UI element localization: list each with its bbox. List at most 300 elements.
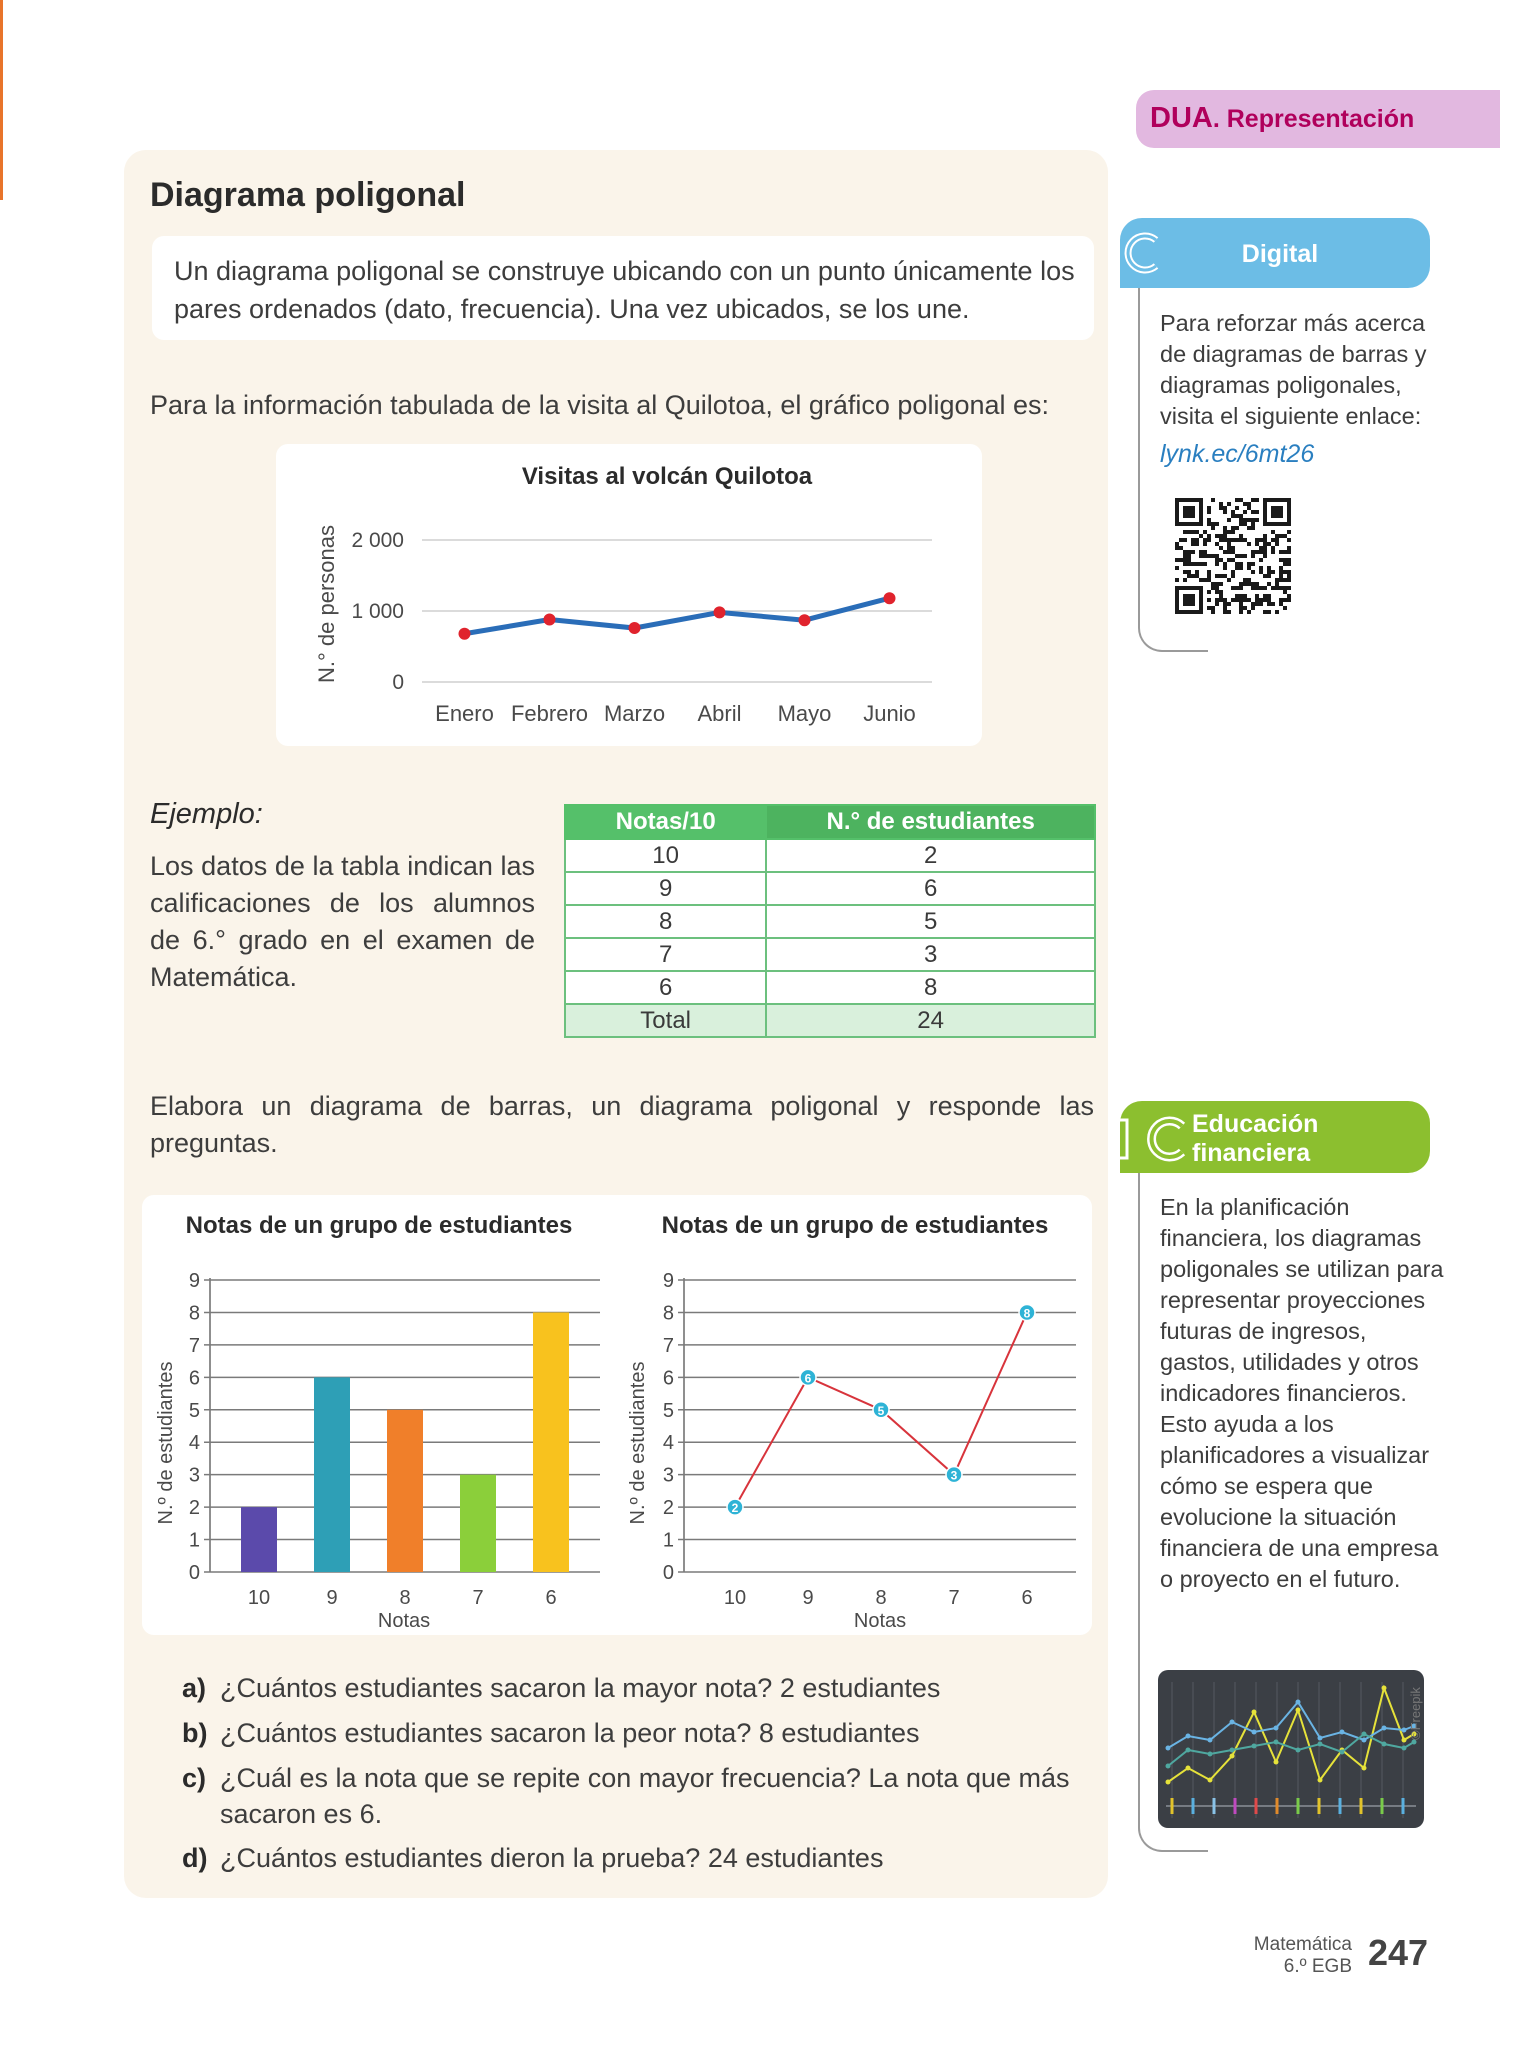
qr-module [1231, 546, 1235, 550]
x-tick-label: 7 [948, 1587, 960, 1609]
qr-module [1183, 578, 1187, 582]
image-point [1318, 1778, 1323, 1783]
qr-module [1243, 578, 1247, 582]
qr-module [1287, 538, 1291, 542]
y-tick-label: 1 000 [351, 600, 404, 623]
image-point [1166, 1764, 1171, 1769]
qr-module [1207, 570, 1211, 574]
qr-module [1287, 574, 1291, 578]
table-row [565, 839, 1095, 872]
qr-module [1267, 582, 1271, 586]
qr-module [1239, 594, 1243, 598]
qr-module [1287, 570, 1291, 574]
qr-module [1275, 534, 1279, 538]
example-label: Ejemplo: [150, 798, 263, 830]
image-point [1362, 1738, 1367, 1743]
qr-module [1247, 526, 1251, 530]
image-point [1274, 1760, 1279, 1765]
qr-module [1175, 546, 1179, 550]
image-point [1252, 1730, 1257, 1735]
qr-module [1183, 530, 1187, 534]
qr-module [1215, 542, 1219, 546]
qr-module [1219, 502, 1223, 506]
table-row [565, 971, 1095, 1004]
question-text: ¿Cuántos estudiantes sacaron la mayor nota? 2 estudiantes [220, 1673, 941, 1703]
page-number: 247 [1368, 1932, 1429, 1973]
bar [387, 1410, 423, 1572]
qr-module [1275, 610, 1279, 614]
image-point [1296, 1700, 1301, 1705]
qr-module [1199, 550, 1203, 554]
data-point [884, 592, 896, 604]
qr-module [1247, 506, 1251, 510]
image-point [1402, 1738, 1407, 1743]
qr-module [1195, 570, 1199, 574]
qr-module [1223, 566, 1227, 570]
qr-module [1251, 510, 1255, 514]
qr-module [1195, 538, 1199, 542]
qr-module [1251, 526, 1255, 530]
qr-module [1223, 510, 1227, 514]
qr-module [1287, 546, 1291, 550]
qr-module [1263, 534, 1267, 538]
image-point [1362, 1766, 1367, 1771]
chart-title: Notas de un grupo de estudiantes [185, 1212, 573, 1239]
qr-module [1183, 554, 1187, 558]
qr-module [1195, 562, 1199, 566]
table-row [565, 872, 1095, 905]
y-axis-label: N.º de estudiantes [627, 1361, 649, 1525]
qr-module [1259, 570, 1263, 574]
qr-module [1279, 566, 1283, 570]
qr-module [1283, 534, 1287, 538]
qr-module [1227, 518, 1231, 522]
qr-module [1227, 602, 1231, 606]
qr-module [1227, 542, 1231, 546]
qr-module [1191, 538, 1195, 542]
qr-module [1259, 566, 1263, 570]
qr-module [1215, 522, 1219, 526]
qr-finder-core [1271, 506, 1283, 518]
qr-module [1231, 586, 1235, 590]
qr-module [1223, 538, 1227, 542]
financiera-title-line: financiera [1192, 1139, 1311, 1167]
qr-module [1235, 566, 1239, 570]
x-tick-label: 8 [875, 1587, 887, 1609]
qr-module [1227, 578, 1231, 582]
qr-module [1207, 534, 1211, 538]
qr-module [1191, 542, 1195, 546]
qr-module [1207, 590, 1211, 594]
qr-module [1175, 558, 1179, 562]
footer-subject [1200, 1934, 1352, 1978]
qr-module [1223, 598, 1227, 602]
y-tick-label: 0 [188, 1562, 200, 1584]
qr-module [1271, 602, 1275, 606]
qr-module [1203, 550, 1207, 554]
qr-module [1203, 542, 1207, 546]
qr-module [1275, 538, 1279, 542]
qr-module [1283, 550, 1287, 554]
qr-module [1259, 538, 1263, 542]
qr-module [1259, 586, 1263, 590]
qr-module [1243, 554, 1247, 558]
image-point [1382, 1742, 1387, 1747]
qr-module [1255, 498, 1259, 502]
y-tick-label: 8 [188, 1302, 200, 1325]
qr-module [1255, 538, 1259, 542]
qr-module [1191, 574, 1195, 578]
qr-module [1179, 546, 1183, 550]
qr-module [1271, 546, 1275, 550]
y-tick-label: 8 [662, 1302, 674, 1325]
qr-module [1207, 578, 1211, 582]
qr-module [1239, 538, 1243, 542]
image-point [1318, 1736, 1323, 1741]
table-row [565, 905, 1095, 938]
financiera-text: En la planificación financiera, los diagramas poligonales se utilizan para representar proyecciones futuras de ingresos, gastos, utilidades y otros indicadores financieros. Esto ayuda a los planificadores a visualizar cómo se espera que evolucione la situación financiera de una empresa o proyecto en el futuro. [1160, 1194, 1444, 1592]
qr-module [1279, 570, 1283, 574]
qr-module [1223, 550, 1227, 554]
qr-module [1223, 506, 1227, 510]
table-header-estudiantes: N.° de estudiantes [766, 805, 1095, 839]
qr-module [1255, 602, 1259, 606]
qr-module [1207, 574, 1211, 578]
qr-module [1211, 606, 1215, 610]
qr-module [1175, 542, 1179, 546]
qr-module [1187, 558, 1191, 562]
image-point [1186, 1748, 1191, 1753]
grades-table [564, 804, 1096, 1038]
data-label: 6 [804, 1371, 812, 1386]
y-tick-label: 2 [188, 1497, 200, 1520]
grades-line-chart [618, 1195, 1092, 1635]
bar [533, 1312, 569, 1572]
qr-module [1231, 574, 1235, 578]
image-point [1402, 1746, 1407, 1751]
y-axis-label: N.° de personas [314, 525, 339, 683]
table-cell: 2 [766, 839, 1095, 872]
qr-module [1283, 570, 1287, 574]
qr-module [1187, 530, 1191, 534]
qr-module [1251, 518, 1255, 522]
qr-module [1235, 562, 1239, 566]
qr-module [1187, 562, 1191, 566]
qr-module [1255, 518, 1259, 522]
qr-module [1247, 578, 1251, 582]
y-tick-label: 5 [662, 1399, 674, 1422]
qr-module [1183, 538, 1187, 542]
image-point [1318, 1742, 1323, 1747]
qr-module [1231, 558, 1235, 562]
y-tick-label: 1 [662, 1529, 674, 1552]
x-tick-label: Febrero [510, 701, 589, 726]
qr-module [1195, 574, 1199, 578]
qr-module [1207, 598, 1211, 602]
qr-module [1251, 582, 1255, 586]
qr-module [1239, 554, 1243, 558]
chart-title: Notas de un grupo de estudiantes [661, 1212, 1049, 1239]
qr-code[interactable] [1175, 498, 1291, 614]
qr-module [1195, 542, 1199, 546]
image-point [1230, 1748, 1235, 1753]
qr-module [1191, 530, 1195, 534]
data-label: 2 [731, 1501, 739, 1516]
qr-module [1239, 602, 1243, 606]
y-tick-label: 3 [662, 1464, 674, 1487]
qr-module [1287, 562, 1291, 566]
qr-module [1207, 538, 1211, 542]
qr-module [1199, 554, 1203, 558]
qr-module [1243, 598, 1247, 602]
qr-module [1239, 518, 1243, 522]
qr-module [1235, 594, 1239, 598]
image-credit: ©Freepik [1408, 1687, 1423, 1740]
qr-module [1263, 594, 1267, 598]
qr-module [1211, 610, 1215, 614]
financial-chart-image [1158, 1670, 1424, 1828]
qr-module [1263, 546, 1267, 550]
data-point [714, 606, 726, 618]
qr-module [1255, 542, 1259, 546]
qr-module [1267, 566, 1271, 570]
question-d [182, 1840, 1096, 1876]
question-label: b) [182, 1718, 208, 1748]
qr-module [1203, 554, 1207, 558]
qr-module [1243, 538, 1247, 542]
qr-module [1287, 586, 1291, 590]
qr-module [1211, 554, 1215, 558]
question-text: ¿Cuántos estudiantes sacaron la peor nota? 8 estudiantes [220, 1718, 920, 1748]
qr-module [1251, 498, 1255, 502]
qr-module [1231, 510, 1235, 514]
footer-subject-text: Matemática [1253, 1934, 1352, 1955]
qr-module [1247, 566, 1251, 570]
x-axis-label: Notas [377, 1610, 431, 1632]
qr-module [1279, 550, 1283, 554]
y-axis-label: N.º de estudiantes [155, 1361, 177, 1525]
qr-module [1199, 578, 1203, 582]
qr-module [1235, 538, 1239, 542]
qr-module [1219, 506, 1223, 510]
qr-module [1287, 594, 1291, 598]
qr-module [1235, 554, 1239, 558]
qr-module [1263, 554, 1267, 558]
qr-module [1251, 586, 1255, 590]
qr-module [1215, 574, 1219, 578]
qr-module [1283, 590, 1287, 594]
qr-module [1183, 558, 1187, 562]
grades-bar-chart [142, 1195, 616, 1635]
image-point [1208, 1778, 1213, 1783]
ic-icon [1114, 1114, 1192, 1164]
image-point [1208, 1738, 1213, 1743]
qr-module [1271, 538, 1275, 542]
qr-module [1279, 534, 1283, 538]
table-header-row [565, 805, 1095, 839]
image-point [1166, 1746, 1171, 1751]
qr-module [1183, 562, 1187, 566]
qr-module [1243, 594, 1247, 598]
qr-module [1223, 606, 1227, 610]
qr-module [1251, 554, 1255, 558]
table-total-row [565, 1004, 1095, 1037]
qr-module [1251, 550, 1255, 554]
section-title: Diagrama poligonal [150, 176, 466, 214]
table-total-label: Total [565, 1004, 766, 1037]
qr-module [1215, 562, 1219, 566]
qr-module [1279, 558, 1283, 562]
qr-module [1255, 594, 1259, 598]
image-point [1402, 1728, 1407, 1733]
qr-module [1207, 510, 1211, 514]
table-cell: 6 [565, 971, 766, 1004]
qr-module [1211, 526, 1215, 530]
qr-module [1231, 598, 1235, 602]
qr-module [1183, 570, 1187, 574]
c-icon [1118, 230, 1164, 276]
qr-module [1267, 610, 1271, 614]
x-tick-label: Junio [863, 701, 916, 726]
financiera-title [1192, 1110, 1392, 1168]
footer-grade-text: 6.º EGB [1283, 1956, 1352, 1977]
qr-module [1287, 558, 1291, 562]
qr-module [1267, 594, 1271, 598]
image-point [1274, 1740, 1279, 1745]
qr-module [1215, 590, 1219, 594]
qr-module [1263, 550, 1267, 554]
qr-module [1275, 578, 1279, 582]
qr-module [1239, 610, 1243, 614]
qr-module [1187, 550, 1191, 554]
qr-module [1231, 570, 1235, 574]
qr-module [1227, 550, 1231, 554]
definition-text: Un diagrama poligonal se construye ubicando con un punto únicamente los pares ordenados (dato, frecuencia). Una vez ubicados, se los une. [174, 256, 1075, 324]
qr-module [1239, 566, 1243, 570]
qr-module [1263, 598, 1267, 602]
image-point [1340, 1730, 1345, 1735]
x-axis-label: Notas [853, 1610, 907, 1632]
qr-module [1251, 602, 1255, 606]
qr-module [1255, 510, 1259, 514]
y-tick-label: 2 [662, 1497, 674, 1520]
qr-module [1219, 534, 1223, 538]
qr-module [1211, 522, 1215, 526]
image-point [1296, 1708, 1301, 1713]
qr-module [1215, 602, 1219, 606]
qr-module [1259, 546, 1263, 550]
x-tick-label: 6 [1021, 1587, 1033, 1609]
x-tick-label: Mayo [777, 701, 832, 726]
y-tick-label: 9 [662, 1270, 674, 1292]
qr-module [1283, 598, 1287, 602]
question-a [182, 1670, 1096, 1706]
y-tick-label: 7 [188, 1334, 200, 1357]
image-point [1208, 1752, 1213, 1757]
qr-module [1283, 586, 1287, 590]
digital-title: Digital [1241, 240, 1319, 268]
qr-module [1279, 574, 1283, 578]
y-tick-label: 6 [188, 1367, 200, 1390]
data-point [799, 614, 811, 626]
qr-module [1255, 550, 1259, 554]
digital-link[interactable]: lynk.ec/6mt26 [1160, 440, 1315, 468]
qr-module [1235, 498, 1239, 502]
image-point [1382, 1726, 1387, 1731]
qr-module [1191, 562, 1195, 566]
qr-module [1239, 582, 1243, 586]
qr-module [1243, 582, 1247, 586]
qr-module [1263, 542, 1267, 546]
question-text: ¿Cuál es la nota que se repite con mayor frecuencia? La nota que más sacaron es 6. [220, 1763, 1070, 1829]
qr-module [1255, 586, 1259, 590]
qr-module [1219, 558, 1223, 562]
qr-module [1231, 526, 1235, 530]
financiera-title-line: Educación [1192, 1110, 1319, 1138]
qr-module [1187, 574, 1191, 578]
table-cell: 3 [766, 938, 1095, 971]
qr-module [1203, 562, 1207, 566]
x-tick-label: 8 [399, 1587, 411, 1609]
qr-module [1247, 582, 1251, 586]
qr-module [1227, 538, 1231, 542]
question-label: a) [182, 1673, 207, 1703]
data-label: 8 [1023, 1306, 1031, 1321]
qr-module [1239, 498, 1243, 502]
qr-module [1259, 598, 1263, 602]
page-edge-rule [0, 0, 3, 200]
question-c [182, 1760, 1096, 1832]
qr-module [1243, 522, 1247, 526]
table-cell: 8 [565, 905, 766, 938]
qr-module [1215, 586, 1219, 590]
table-cell: 10 [565, 839, 766, 872]
qr-module [1267, 574, 1271, 578]
x-tick-label: 9 [802, 1587, 814, 1609]
qr-module [1239, 598, 1243, 602]
qr-module [1215, 558, 1219, 562]
question-text: ¿Cuántos estudiantes dieron la prueba? 24 estudiantes [220, 1843, 884, 1873]
image-point [1166, 1780, 1171, 1785]
qr-module [1235, 526, 1239, 530]
bar [314, 1377, 350, 1572]
qr-module [1275, 582, 1279, 586]
y-tick-label: 3 [188, 1464, 200, 1487]
qr-module [1183, 550, 1187, 554]
qr-finder-core [1183, 506, 1195, 518]
bar [241, 1507, 277, 1572]
qr-module [1207, 554, 1211, 558]
qr-module [1187, 570, 1191, 574]
qr-module [1259, 558, 1263, 562]
qr-module [1247, 542, 1251, 546]
qr-module [1231, 550, 1235, 554]
table-row [565, 938, 1095, 971]
qr-module [1263, 610, 1267, 614]
table-total-value: 24 [766, 1004, 1095, 1037]
qr-module [1259, 602, 1263, 606]
qr-module [1187, 554, 1191, 558]
qr-module [1219, 598, 1223, 602]
qr-module [1223, 526, 1227, 530]
y-tick-label: 6 [662, 1367, 674, 1390]
qr-module [1179, 558, 1183, 562]
qr-module [1247, 610, 1251, 614]
image-point [1296, 1748, 1301, 1753]
qr-module [1283, 578, 1287, 582]
qr-module [1239, 522, 1243, 526]
y-tick-label: 1 [188, 1529, 200, 1552]
